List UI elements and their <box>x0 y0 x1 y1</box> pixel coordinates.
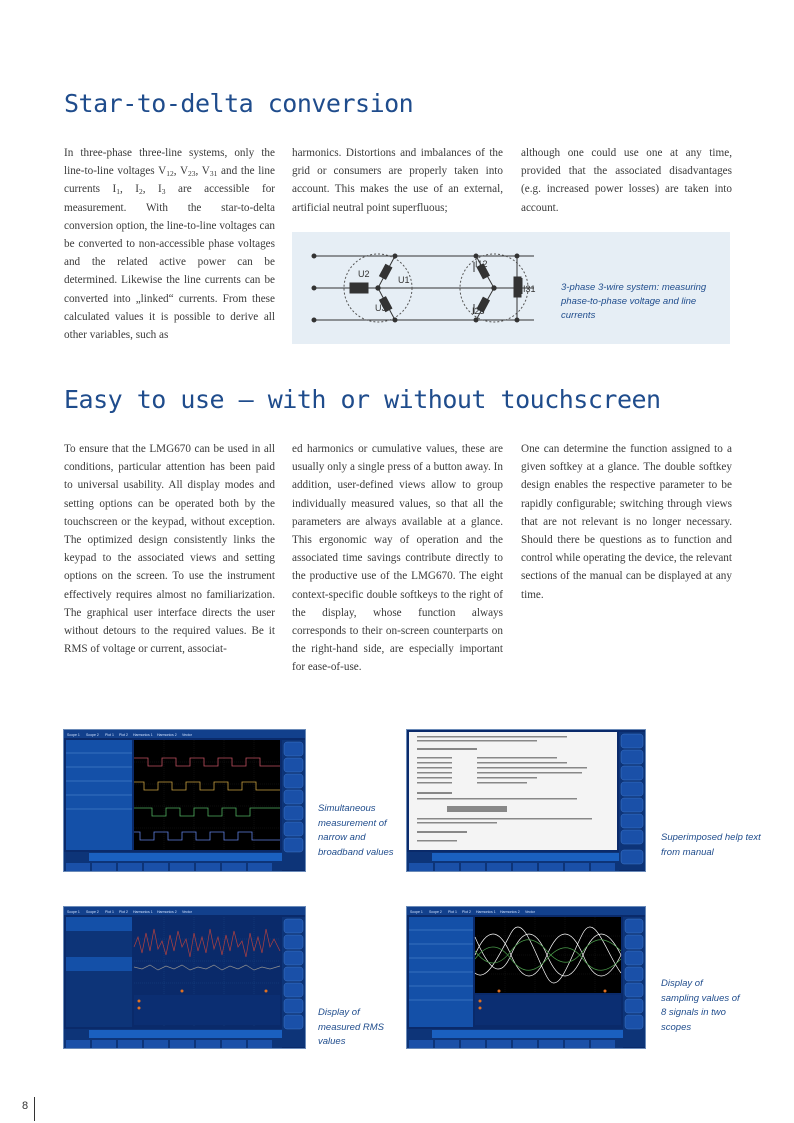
caption-help-text: Superimposed help text from manual <box>661 832 761 858</box>
star-delta-diagram <box>292 232 730 344</box>
label-i12: I12 <box>475 259 488 269</box>
screen-tab-harmonics1: Harmonics 1 <box>133 910 153 914</box>
screenshot-narrow-broadband <box>63 729 306 872</box>
device-screen-image <box>407 907 646 1049</box>
screen-tab-plot1: Plot 1 <box>105 910 114 914</box>
circuit-diagram <box>292 232 562 344</box>
screen-tab-harmonics2: Harmonics 2 <box>157 733 177 737</box>
screen-tab-vector: Vector <box>182 910 192 914</box>
screen-tab-vector: Vector <box>182 733 192 737</box>
easy-to-use-column-3: One can determine the function assigned to a given softkey at a glance. The double softkey design enables the respective parameter to be rapidly configurable; switching through views that are not relevant is no longer necessary. Should there be questions as to function and control while operating the device, the relevant sections of the manual can be displayed at any time. <box>521 443 732 601</box>
caption-narrow-broadband: Simultaneous measurement of narrow and broadband values <box>318 803 394 858</box>
screen-tab-plot2: Plot 2 <box>119 910 128 914</box>
screen-tab-scope1: Scope 1 <box>67 910 80 914</box>
device-screen-image <box>64 730 306 872</box>
screen-tab-plot2: Plot 2 <box>462 910 471 914</box>
diagram-caption: 3-phase 3-wire system: measuring phase-to-phase voltage and line currents <box>561 282 707 321</box>
section-title-star-delta: Star-to-delta conversion <box>64 89 414 118</box>
screen-tab-harmonics2: Harmonics 2 <box>500 910 520 914</box>
star-delta-column-3: although one could use one at any time, provided that the associated disadvantages (e.g. increased power losses) are taken into account. <box>521 147 732 214</box>
caption-sampling-values: Display of sampling values of 8 signals in two scopes <box>661 978 740 1033</box>
section-title-easy-to-use: Easy to use – with or without touchscreen <box>64 385 661 414</box>
screen-tab-scope2: Scope 2 <box>86 733 99 737</box>
screen-tab-harmonics2: Harmonics 2 <box>157 910 177 914</box>
screen-tab-scope1: Scope 1 <box>67 733 80 737</box>
caption-rms-values: Display of measured RMS values <box>318 1007 384 1047</box>
screen-tab-scope2: Scope 2 <box>429 910 442 914</box>
device-screen-image <box>407 730 646 872</box>
screenshot-help-text <box>406 729 646 872</box>
screen-tab-scope1: Scope 1 <box>410 910 423 914</box>
screen-tab-vector: Vector <box>525 910 535 914</box>
screenshot-rms-values <box>63 906 306 1049</box>
screen-tab-plot2: Plot 2 <box>119 733 128 737</box>
screen-tab-scope2: Scope 2 <box>86 910 99 914</box>
screen-tab-plot1: Plot 1 <box>448 910 457 914</box>
label-i23: I23 <box>472 306 485 316</box>
label-u2: U2 <box>358 269 370 279</box>
easy-to-use-column-1: To ensure that the LMG670 can be used in all conditions, particular attention has been paid to universal usability. All display modes and setting options can be operated both by the touchscreen or the keypad, without exception. The optimized design consistently links the keypad to the associated views and setting options on the screen. To use the instrument effectively requires almost no familiarization. The graphical user interface directs the user without detours to the required values. Be it RMS of voltage or current, associat- <box>64 443 275 656</box>
page-number: 8 <box>22 1100 29 1112</box>
star-delta-column-2: harmonics. Distortions and imbalances of the grid or consumers are properly taken into account. This makes the use of an external, artificial neutral point superfluous; <box>292 147 503 214</box>
label-i31: I31 <box>523 284 536 294</box>
screen-tab-plot1: Plot 1 <box>105 733 114 737</box>
label-u1: U1 <box>398 275 410 285</box>
screen-tab-harmonics1: Harmonics 1 <box>476 910 496 914</box>
screen-tab-harmonics1: Harmonics 1 <box>133 733 153 737</box>
label-u3: U3 <box>375 303 387 313</box>
easy-to-use-column-2: ed harmonics or cumulative values, these are usually only a single press of a button away. In addition, user-defined views allow to group individually measured values, so that all the parameters are always available at a glance. This ergonomic way of operation and the associated time savings contribute directly to the productive use of the LMG670. The eight context-specific double softkeys to the right of the display, whose function always corresponds to their on-screen counterparts on the right-hand side, are especially important for ease-of-use. <box>292 443 503 674</box>
device-screen-image <box>64 907 306 1049</box>
page-number-divider <box>34 1097 35 1121</box>
star-delta-column-1: In three-phase three-line systems, only the line-to-line voltages $V_{12}$, $V_{23}$, $V_{31}$ and the line currents $I_1$, $I_2$, $I_3$ are accessible for measurement. With the star-to-delta conversion option, the line-to-line voltages can be converted to non-accessible phase voltages and the related active power can be determined. Likewise the line currents can be converted into „linked“ currents. From these calculated values it is possible to derive all other variables, such as <box>64 147 276 342</box>
screenshot-sampling-values <box>406 906 646 1049</box>
